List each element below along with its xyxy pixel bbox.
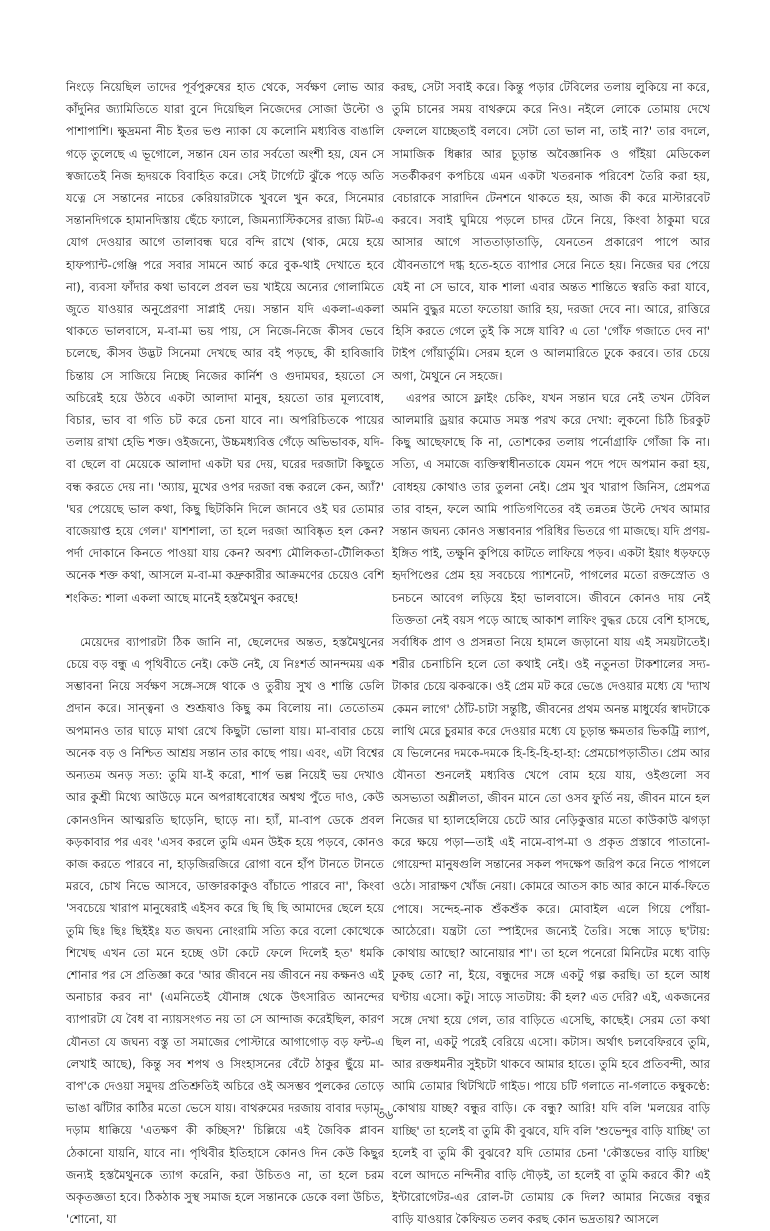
right-paragraph-2: এরপর আসে ফ্লাইং চেকিং, যখন সন্তান ঘরে নেই তখন টেবিল আলমারি ড্রয়ার কমোড সমস্ত পরখ করে দেখা: লুকনো চিঠি চিরকুট কিছু আছেফাছে কি না, তোশকের তলায় পর্নোগ্রাফি গোঁজা কি না। সত্যি, এ সমাজে ব্যক্তিস্বাধীনতাকে যেমন পদে পদে অপমান করা হয়, বোধহয় কোথাও তার তুলনা নেই। প্রেম খুব খারাপ জিনিস, প্রেমপত্র তার বাহন, ফলে আমি পাতিগণিতের বই তন্নতন্ন উল্টে দেখব আমার সন্তান জঘন্য কোনও সম্ভাবনার পরিধির ভিতরে গা মাজছে। যদি প্রণয়-ইঙ্গিত পাই, তক্ষুনি কুপিয়ে কাটতে লাফিয়ে পড়ব। একটা ইয়াং ধড়ফড়ে হৃদপিণ্ডের প্রেম হয় সবচেয়ে প্যাশনেট, পাগলের মতো রক্তস্রোত ও চনচনে আবেগ লড়িয়ে ইহা ভালবাসে। জীবনে কোনও দায় নেই তিক্ততা নেই বয়স পড়ে আছে আকাশ লাফিং বুদ্ধর চেয়ে বেশি হাসছে, সর্বাধিক প্রাণ ও প্রসন্নতা নিয়ে হামলে জড়ানো যায় এই সময়টাতেই। শরীর চেনাচিনি হলে তো কথাই নেই। ওই নতুনতা টাকশালের সদ্য-টাকার চেয়ে ঝকঝকে। ওই প্রেম মট করে ভেঙে দেওয়ার মধ্যে যে 'দ্যাখ কেমন লাগে' ঠোঁট-চাটা সন্তুষ্টি, জীবনের প্রথম অনন্ত মাধুর্যের স্বাদটাকে লাথি মেরে চুরমার করে দেওয়ার মধ্যে যে চূড়ান্ত ক্ষমতার ভিকট্রি ল্যাপ, যে ভিলেনের দমকে-দমকে হি-হি-হি-হা-হা: প্রেমচোপড়াতীত। প্রেম আর যৌনতা শুনলেই মধ্যবিত্ত খেপে বোম হয়ে যায়, ওইগুলো সব অসভ্যতা অশ্লীলতা, জীবন মানে তো ওসব ফুর্তি নয়, জীবন মানে হল নিজের ঘা হ্যালহেলিয়ে চেটে আর নেড়িকুত্তার মতো কাউকাউ ঝগড়া করে ক্ষয়ে পড়া—তাই এই নামে-বাপ-মা ও প্রকৃত প্রস্তাবে পাতানো-গোয়েন্দা মানুষগুলি সন্তানের সকল পদক্ষেপ জরিপ করে নিতে পাগলে ওঠে। সারাক্ষণ খোঁজ নেয়া। কোমরে আতস কাচ আর কানে মার্ক-ফিতে পোষে। সন্দেহ-নাক শুঁকশুঁক করে। মোবাইল এলে গিয়ে পোঁয়া-আঠেরো। যন্ত্রটা তো স্পাইদের জন্যেই তৈরি। সন্ধে সাড়ে ছ'টায়: কোথায় আছো? আনোয়ার শা'। তা হলে পনেরো মিনিটের মধ্যে বাড়ি ঢুকছ তো? না, ইয়ে, বন্ধুদের সঙ্গে একটু গল্প করছি। তা হলে আধ ঘণ্টায় এসো। কটু। সাড়ে সাতটায়: কী হল? এত দেরি? এই, একজনের সঙ্গে দেখা হয়ে গেল, তার বাড়িতে এসেছি, কাছেই। সেরম তো কথা ছিল না, একটু পরেই বেরিয়ে এসো। কটাস। অর্থাৎ চলবেফিরবে তুমি, আর রক্তধমনীর সুইচটা থাকবে আমার হাতে। তুমি হবে প্রতিবন্দী, আর আমি তোমার থিটখিটে গাইড। পায়ে চটি গলাতে না-গলাতে কম্বুকণ্ঠে: কোথায় যাচ্ছ? বন্ধুর বাড়ি। কে বন্ধু? আরি! যদি বলি 'মলয়ের বাড়ি যাচ্ছি' তা হলেই বা তুমি কী বুঝবে, যদি বলি 'শুভেন্দুর বাড়ি যাচ্ছি' তা হলেই বা তুমি কী বুঝবে? যদি তোমার চেনা 'কৌস্তভের বাড়ি যাচ্ছি' বলে আদতে নন্দিনীর বাড়ি দৌড়ই, তা হলেই বা তুমি করবে কী? এই ইন্টারোগেটর-এর রোল-টা তোমায় কে দিল? আমার নিজের বন্ধুর বাড়ি যাওয়ার কৈফিয়ত তলব করছ কোন ভদ্রতায়? আসলে <box>392 390 710 1227</box>
page-number: ৩৬ <box>376 1108 394 1123</box>
left-paragraph-1: নিংড়ে নিয়েছিল তাদের পূর্বপুরুষের হাত থেকে, সর্বক্ষণ লোভ আর কাঁদুনির জ্যামিতিতে যারা বুনে দিয়েছিল নিজেদের সোজা উল্টো ও পাশাপাশি। ক্ষুদ্রমনা নীচ ইতর ভণ্ড ন্যাকা যে কলোনি মধ্যবিত্ত বাঙালি গড়ে তুলেছে এ ভূগোলে, সন্তান যেন তার সর্বতো অংশী হয়, যেন সে স্বজাতেই নিজ হৃদয়কে বিবাহিত করে। সেই টার্গেটে ঝুঁকে পড়ে অতি যত্নে সে সন্তানের নাচের কেরিয়ারটাকে খুবলে খুন করে, সিনেমার সন্তানদিগকে হামানদিস্তায় ছেঁচে ফ্যালে, জিমন্যাস্টিকসের রাজ্য মিট-এ যোগ দেওয়ার আগে তালাবন্ধ ঘরে বন্দি রাখে (থাক, মেয়ে হয়ে হাফপ্যান্ট-গেঞ্জি পরে সবার সামনে আর্চ করে বুক-থাই দেখাতে হবে না), ব্যবসা ফাঁদার কথা ভাবলে প্রবল ভয় খাইয়ে অন্যের গোলামিতে জুতে যাওয়ার অনুপ্রেরণা সাপ্লাই দেয়। সন্তান যদি একলা-একলা থাকতে ভালবাসে, ম-বা-মা ভয় পায়, সে নিজে-নিজে কীসব ভেবে চলেছে, কীসব উদ্ভট সিনেমা দেখছে আর বই পড়ছে, কী হাবিজাবি চিন্তায় সে সাজিয়ে নিচ্ছে নিজের কার্নিশ ও গুদামঘর, হয়তো সে অচিরেই হয়ে উঠবে একটা আলাদা মানুষ, হয়তো তার মূল্যবোধ, বিচার, ভাব বা গতি চট করে চেনা যাবে না। অপরিচিতকে পায়ের তলায় রাখা হেভি শক্ত। ওইজন্যে, উচ্চমধ্যবিত্ত গেঁড়ে অভিভাবক, যদি-বা ছেলে বা মেয়েকে আলাদা একটা ঘর দেয়, ঘরের দরজাটা কিছুতে বন্ধ করতে দেয় না। 'অ্যায়, মুখের ওপর দরজা বন্ধ করলে কেন, অ্যাঁ?' 'ঘর পেয়েছে ভাল কথা, কিছু ছিটকিনি দিলে জানবে ওই ঘর তোমার বাজেয়াপ্ত হয়ে গেল।' যাশশালা, তা হলে দরজা আবিষ্কৃত হল কেন? পর্দা দোকানে কিনতে পাওয়া যায় কেন? অবশ্য মৌলিকতা-টৌলিকতা অনেক শক্ত কথা, আসলে ম-বা-মা কদ্রুকারীর আক্রমণের চেয়েও বেশি শংকিত: শালা একলা আছে মানেই হস্তমৈথুন করছে! <box>66 80 384 605</box>
right-column <box>392 76 710 1231</box>
left-paragraph-2: মেয়েদের ব্যাপারটা ঠিক জানি না, ছেলেদের অন্তত, হস্তমৈথুনের চেয়ে বড় বন্ধু এ পৃথিবীতে নেই। কেউ নেই, যে নিঃশর্ত আনন্দময় এক সম্ভাবনা নিয়ে সর্বক্ষণ সঙ্গে-সঙ্গে থাকে ও তুরীয় সুখ ও শান্তি ডেলি প্রদান করে। সান্ত্বনা ও শুশ্রূষাও কিছু কম বিলোয় না। তেতোতম অপমানও তার ঘাড়ে মাথা রেখে কিছুটা ভোলা যায়। মা-বাবার চেয়ে অনেক বড় ও নিশ্চিত আশ্রয় সন্তান তার কাছে পায়। এবং, এটা বিশ্বের অন্যতম অনড় সত্য: তুমি যা-ই করো, শার্প ভল্ল নিয়েই ভয় দেখাও আর কুশ্রী মিথ্যে আউড়ে মনে অপরাধবোধের অশ্বত্থ পুঁতে দাও, কেউ কোনওদিন আত্মরতি ছাড়েনি, ছাড়ে না। হ্যাঁ, মা-বাপ ডেকে প্রবল কড়কাবার পর এবং 'এসব করলে তুমি এমন উইক হয়ে পড়বে, কোনও কাজ করতে পারবে না, হাড়জিরজিরে রোগা বনে হাঁপ টানতে টানতে মরবে, চোখ নিভে আসবে, ডাক্তারকাকুও বাঁচাতে পারবে না', কিংবা 'সবচেয়ে খারাপ মানুষেরাই এইসব করে ছি ছি ছি আমাদের ছেলে হয়ে তুমি ছিঃ ছিঃ ছিইইঃ যত জঘন্য নোংরামি সত্যি করে বলো কোত্থেকে শিখেছ এখন তো মনে হচ্ছে ওটা কেটে ফেলে দিলেই হত' ধমকি শোনার পর সে প্রতিজ্ঞা করে 'আর জীবনে নয় জীবনে নয় কক্ষনও এই অনাচার করব না' (এমনিতেই যৌনাঙ্গ থেকে উৎসারিত আনন্দের ব্যাপারটা যে বৈধ বা ন্যায়সংগত নয় তা সে আন্দাজ করেইছিল, কারণ যৌনতা যে জঘন্য বস্তু তা সমাজের পোস্টারে আগাগোড় বড় ফন্ট-এ লেখাই আছে), কিন্তু সব শপথ ও সিংহাসনের বেঁটে ঠাকুর ছুঁয়ে মা-বাপ'কে দেওয়া সমুদয় প্রতিশ্রুতিই অচিরে ওই অসম্ভব পুলকের তোড়ে ভাঙা ঝাঁটার কাঠির মতো ভেসে যায়। বাথরুমের দরজায় বাবার দড়াম-দড়াম ধাক্কিয়ে 'এতক্ষণ কী কচ্ছিস?' চিল্লিয়ে এই জৈবিক প্লাবন ঠেকানো যায়নি, যাবে না। পৃথিবীর ইতিহাসে কোনও দিন কেউ কিছুর জন্যই হস্তমৈথুনকে ত্যাগ করেনি, করা উচিতও না, তা হলে চরম অকৃতজ্ঞতা হবে। ঠিকঠাক সুস্থ সমাজ হলে সন্তানকে ডেকে বলা উচিত, 'শোনো, যা <box>66 634 384 1227</box>
left-column <box>66 76 384 1230</box>
right-paragraph-1: করছ, সেটা সবাই করে। কিন্তু পড়ার টেবিলের তলায় লুকিয়ে না করে, তুমি চানের সময় বাথরুমে করে নিও। নইলে লোকে তোমায় দেখে ফেললে যাচ্ছেতাই বলবে। সেটা তো ভাল না, তাই না?' তার বদলে, সামাজিক ধিক্কার আর চূড়ান্ত অবৈজ্ঞানিক ও গাঁইয়া মেডিকেল সতর্কীকরণ কপচিয়ে এমন একটা খতরনাক পরিবেশ তৈরি করা হয়, বেচারাকে সারাদিন টেনশনে থাকতে হয়, আজ কী করে মাস্টারবেট করবে। সবাই ঘুমিয়ে পড়লে চাদর টেনে নিয়ে, কিংবা ঠাকুমা ঘরে আসার আগে সাততাড়াতাড়ি, যেনতেন প্রকারেণ পাপে আর যৌবনতাপে দগ্ধ হতে-হতে ব্যাপার সেরে নিতে হয়। নিজের ঘর পেয়ে যেই না সে ভাবে, যাক শালা এবার অন্তত শান্তিতে স্বরতি করা যাবে, অমনি বুদ্ধুর মতো ফতোয়া জারি হয়, দরজা দেবে না। আরে, রাত্তিরে হিসি করতে গেলে তুই কি সঙ্গে যাবি? এ তো 'গোঁফ গজাতে দেব না' টাইপ গোঁয়ার্তুমি। সেরম হলে ও আলমারিতে ঢুকে করবে। তার চেয়ে অগা, মৈথুনে নে সহজে। <box>392 80 710 383</box>
